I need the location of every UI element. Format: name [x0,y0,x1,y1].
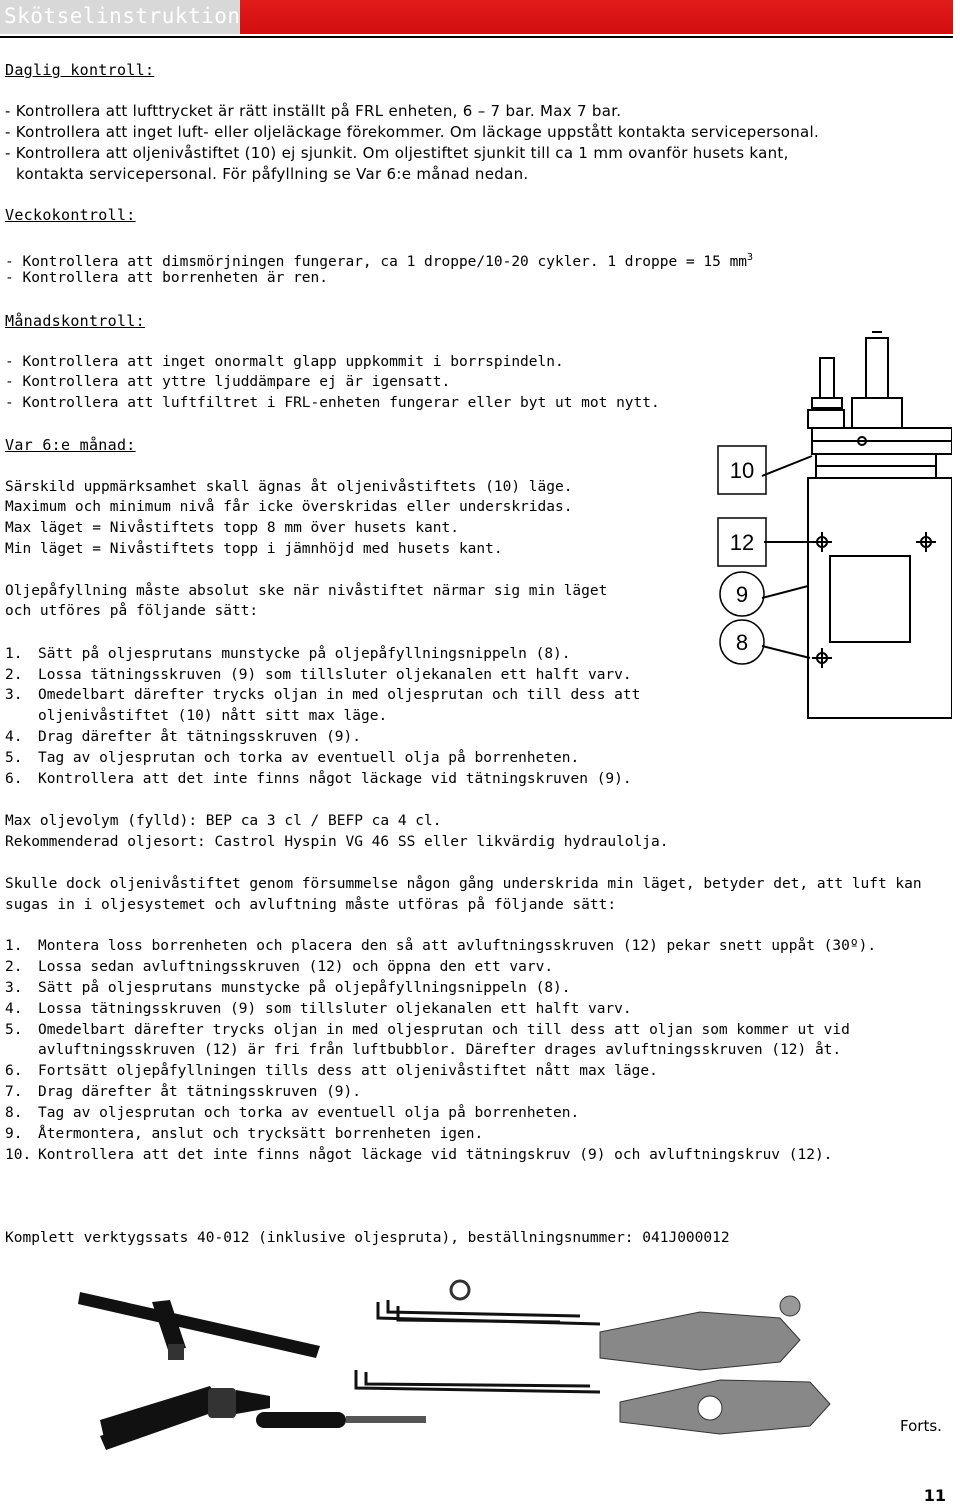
bleed-step: 2. Lossa sedan avluftningsskruven (12) och öppna den ett varv. [5,959,554,975]
snap-ring-icon [451,1281,469,1299]
page-number: 11 [923,1486,946,1505]
bleed-step: 6. Fortsätt oljepåfyllningen tills dess att oljenivåstiftet nått max läge. [5,1063,658,1079]
monthly-line: - Kontrollera att luftfiltret i FRL-enheten fungerar eller byt ut mot nytt. [5,395,660,411]
oil-type: Rekommenderad oljesort: Castrol Hyspin VG 46 SS eller likvärdig hydraulolja. [5,834,669,850]
weekly-line: - Kontrollera att dimsmörjningen fungerar, ca 1 droppe/10-20 cykler. 1 droppe = 15 $mm^3$ [5,252,754,270]
header-red-band [240,0,953,34]
six-month-line: Min läget = Nivåstiftets topp i jämnhöjd med husets kant. [5,541,503,557]
daily-line: - Kontrollera att inget luft- eller oljeläckage förekommer. Om läckage uppstått kontakta servicepersonal. [5,123,820,141]
page-title: Skötselinstruktion [4,4,241,28]
six-month-line: Maximum och minimum nivå får icke överskridas eller underskridas. [5,499,573,515]
hex-keys-icon [356,1300,600,1392]
refill-intro: Oljepåfyllning måste absolut ske när nivåstiftet närmar sig min läget [5,583,608,599]
bleed-intro: sugas in i oljesystemet och avluftning måste utföras på följande sätt: [5,897,617,913]
six-month-heading: Var 6:e månad: [5,436,136,454]
toolkit-image [60,1262,900,1502]
continued-label: Forts. [900,1417,942,1435]
refill-step: 3. Omedelbart därefter trycks oljan in med oljesprutan och till dess att [5,687,641,703]
refill-step: 6. Kontrollera att det inte finns något läckage vid tätningskruven (9). [5,771,632,787]
six-month-line: Max läget = Nivåstiftets topp 8 mm över husets kant. [5,520,459,536]
weekly-heading: Veckokontroll: [5,206,136,224]
refill-intro: och utföres på följande sätt: [5,603,259,619]
refill-step: 5. Tag av oljesprutan och torka av eventuell olja på borrenheten. [5,750,580,766]
clamp-icon [600,1296,830,1434]
bleed-step: 5. Omedelbart därefter trycks oljan in med oljesprutan och till dess att oljan som kommer ut vid [5,1022,850,1038]
daily-line: - Kontrollera att oljenivåstiftet (10) ej sjunkit. Om oljestiftet sjunkit till ca 1 mm ovanför husets kant, [5,144,789,162]
drill-unit-diagram [712,328,952,724]
callout-10: 10 [729,458,755,483]
bleed-intro: Skulle dock oljenivåstiftet genom försummelse någon gång underskrida min läget, betyder det, att luft kan [5,876,922,892]
monthly-line: - Kontrollera att inget onormalt glapp uppkommit i borrspindeln. [5,354,564,370]
callout-8: 8 [735,630,749,655]
t-wrench-icon [78,1292,320,1360]
screwdriver-icon [256,1412,426,1428]
bleed-step: 8. Tag av oljesprutan och torka av eventuell olja på borrenheten. [5,1105,580,1121]
monthly-heading: Månadskontroll: [5,312,145,330]
oil-volume: Max oljevolym (fylld): BEP ca 3 cl / BEFP ca 4 cl. [5,813,442,829]
bleed-step: 1. Montera loss borrenheten och placera den så att avluftningsskruven (12) pekar snett uppåt (30º). [5,938,877,954]
header-divider [0,36,953,38]
bleed-step: 7. Drag därefter åt tätningsskruven (9). [5,1084,362,1100]
daily-line: kontakta servicepersonal. För påfyllning se Var 6:e månad nedan. [16,165,529,183]
daily-heading: Daglig kontroll: [5,61,155,79]
daily-line: - Kontrollera att lufttrycket är rätt inställt på FRL enheten, 6 – 7 bar. Max 7 bar. [5,102,622,120]
bleed-step: 4. Lossa tätningsskruven (9) som tillsluter oljekanalen ett halft varv. [5,1001,632,1017]
toolkit-caption: Komplett verktygssats 40-012 (inklusive oljespruta), beställningsnummer: 041J000012 [5,1230,730,1246]
bleed-step: 10. Kontrollera att det inte finns något läckage vid tätningskruv (9) och avluftningskruv (12). [5,1147,833,1163]
monthly-line: - Kontrollera att yttre ljuddämpare ej är igensatt. [5,374,451,390]
bleed-step: 3. Sätt på oljesprutans munstycke på oljepåfyllningsnippeln (8). [5,980,571,996]
callout-12: 12 [729,530,755,555]
bleed-step: 9. Återmontera, anslut och trycksätt borrenheten igen. [5,1126,484,1142]
refill-step: 2. Lossa tätningsskruven (9) som tillsluter oljekanalen ett halft varv. [5,667,632,683]
refill-step: 1. Sätt på oljesprutans munstycke på oljepåfyllningsnippeln (8). [5,646,571,662]
weekly-line: - Kontrollera att borrenheten är ren. [5,270,329,286]
pliers-icon [100,1386,270,1450]
six-month-line: Särskild uppmärksamhet skall ägnas åt oljenivåstiftets (10) läge. [5,479,573,495]
refill-step: 4. Drag därefter åt tätningsskruven (9). [5,729,362,745]
callout-9: 9 [735,582,749,607]
